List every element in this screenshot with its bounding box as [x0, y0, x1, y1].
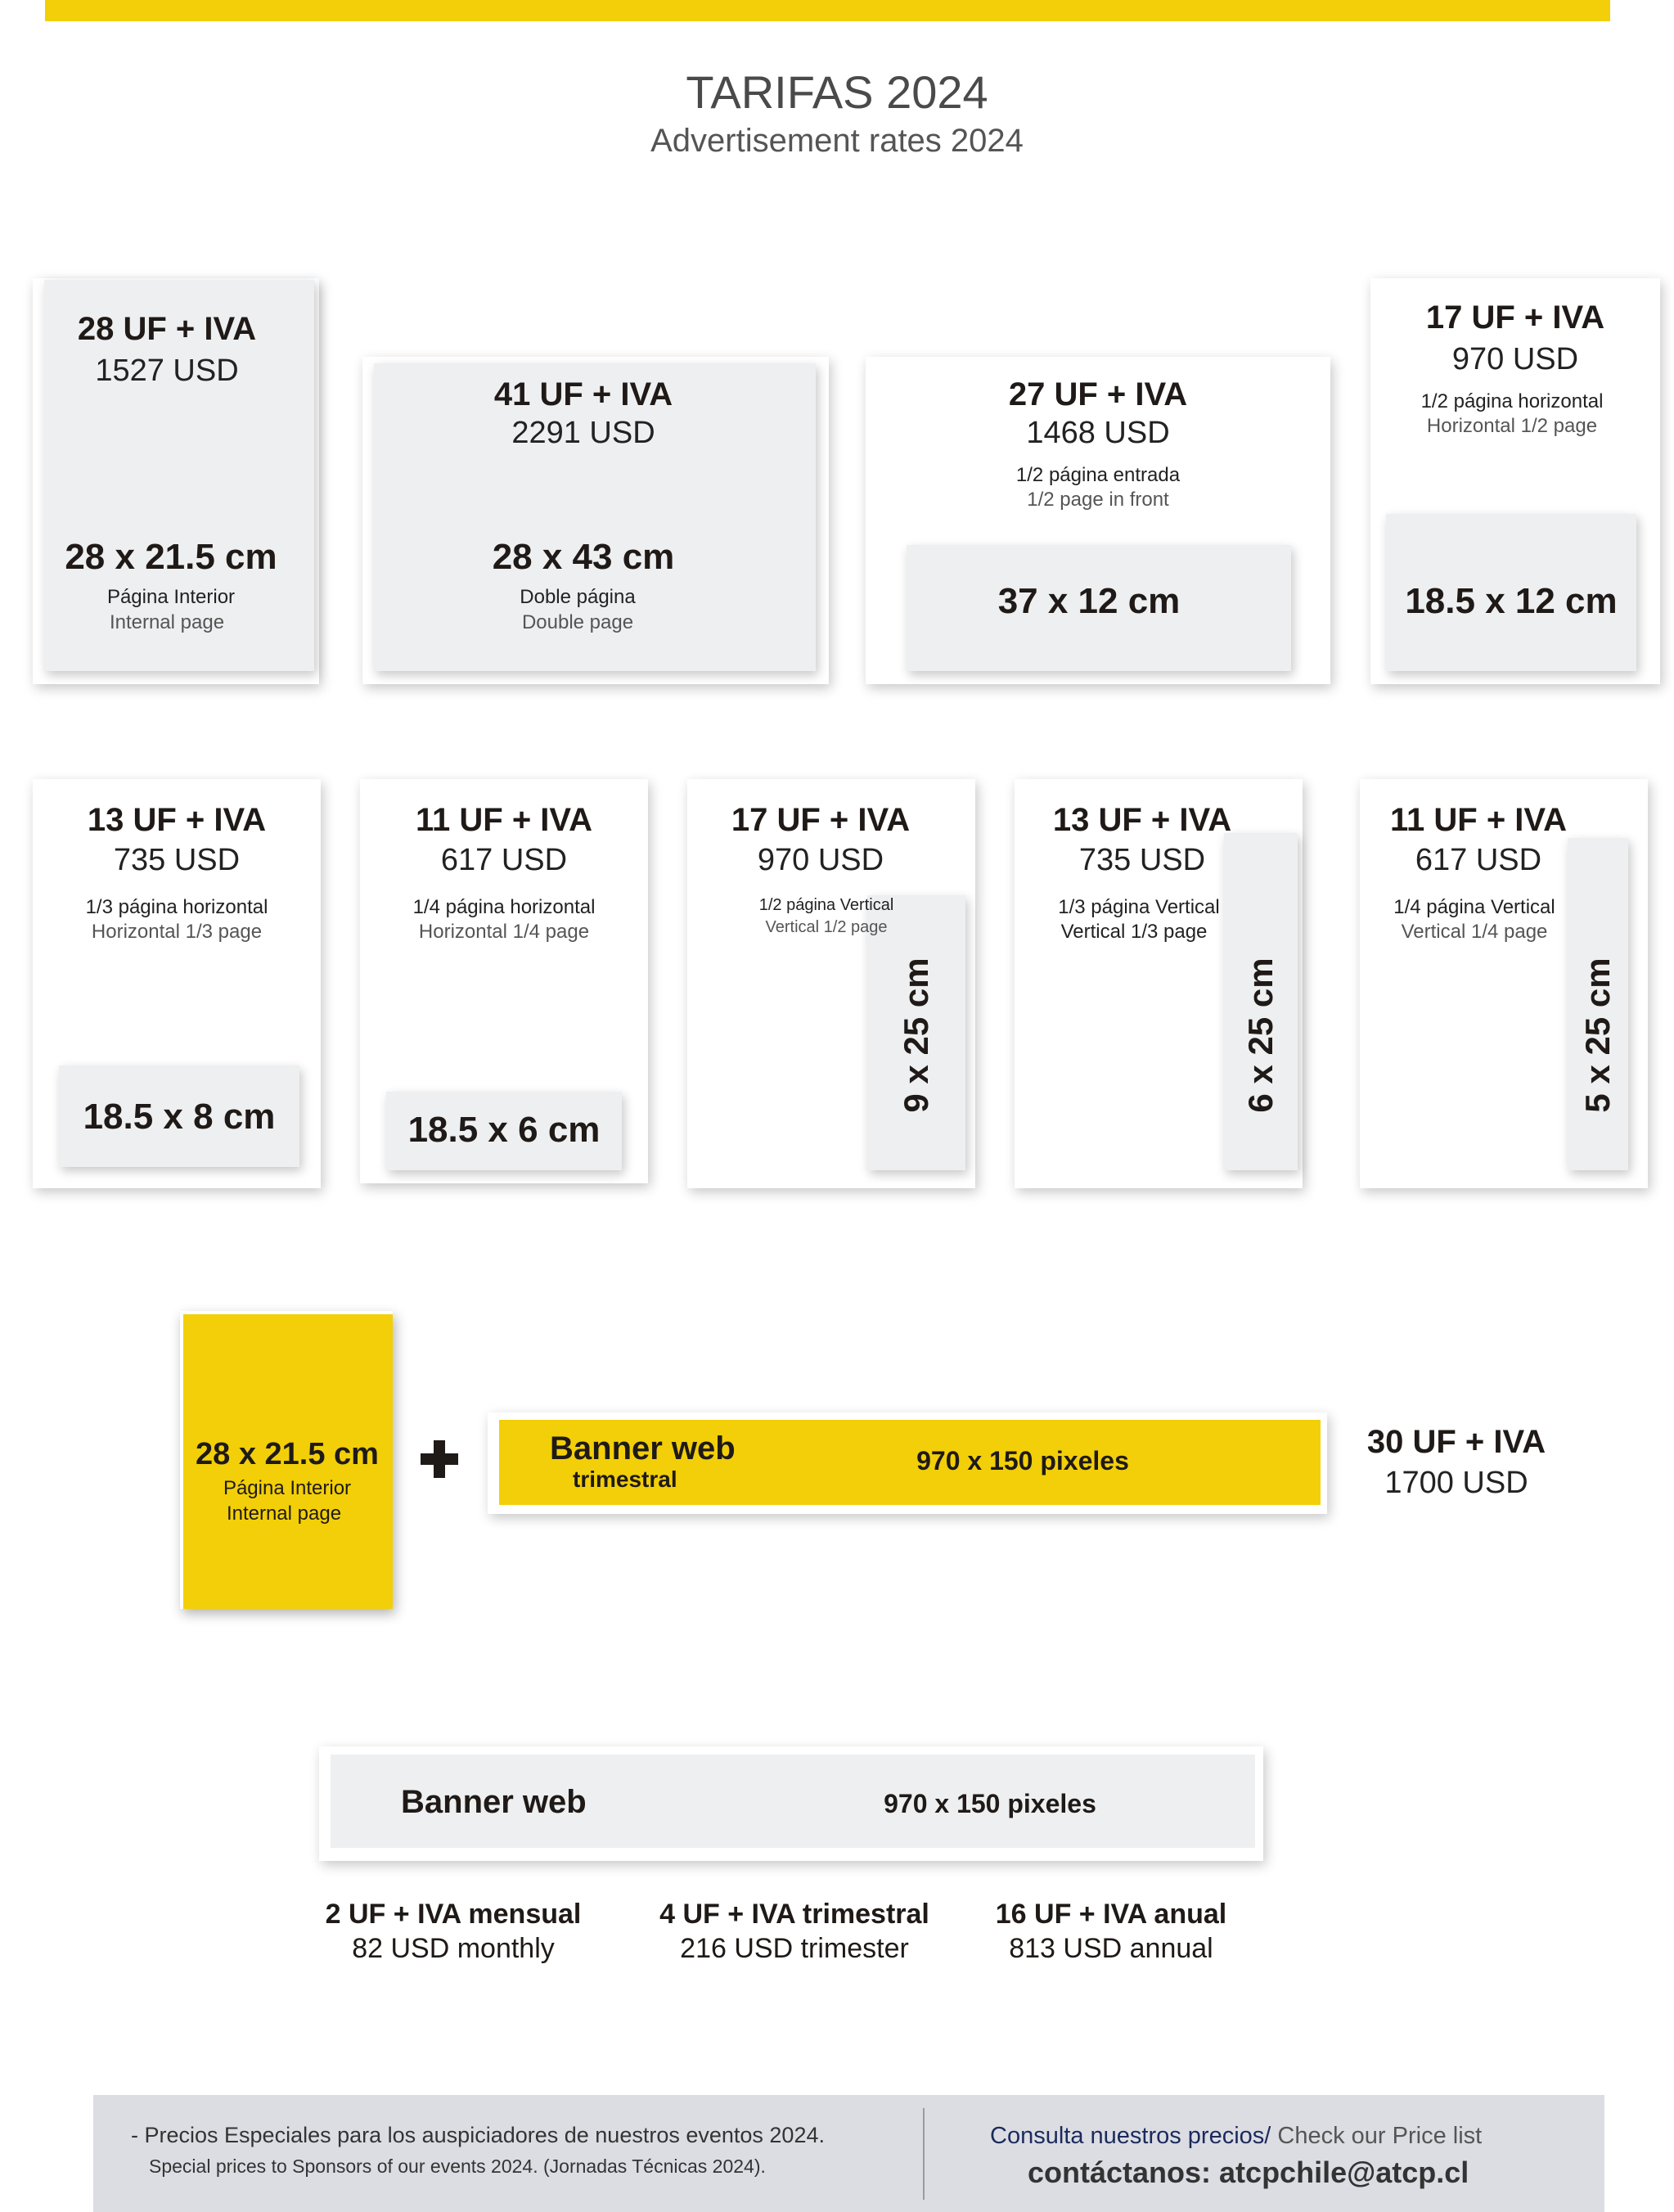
price-usd: 1527 USD [95, 354, 239, 388]
ad-desc-es: Página Interior [106, 586, 236, 608]
banner-price-annual-usd: 813 USD annual [1009, 1933, 1213, 1964]
ad-dimension: 18.5 x 6 cm [407, 1110, 601, 1150]
price-uf: 17 UF + IVA [1425, 300, 1605, 336]
ad-desc-en: Horizontal 1/2 page [1426, 415, 1598, 437]
footer-consult-en: Check our Price list [1271, 2123, 1483, 2149]
combo-page-desc-es: Página Interior [223, 1477, 352, 1499]
ad-desc-es: 1/2 página horizontal [1420, 390, 1604, 412]
price-usd: 970 USD [757, 843, 884, 877]
ad-desc-es: 1/4 página Vertical [1393, 896, 1555, 918]
ad-dimension: 18.5 x 12 cm [1405, 581, 1618, 621]
ad-desc-en: Horizontal 1/4 page [418, 921, 590, 943]
footer-note-es: - Precios Especiales para los auspiciadores de nuestros eventos 2024. [131, 2123, 825, 2147]
ad-dimension: 28 x 21.5 cm [65, 537, 277, 577]
banner-price-trimester-usd: 216 USD trimester [680, 1933, 909, 1964]
ad-dimension: 28 x 43 cm [492, 537, 675, 577]
price-uf: 11 UF + IVA [415, 802, 592, 838]
banner-price-annual-uf: 16 UF + IVA anual [995, 1899, 1227, 1930]
ad-desc-en: Vertical 1/3 page [1060, 921, 1208, 943]
ad-dimension: 5 x 25 cm [1578, 957, 1617, 1113]
page-subtitle: Advertisement rates 2024 [650, 123, 1024, 159]
ad-desc-en: Vertical 1/2 page [765, 918, 888, 936]
ad-dimension: 37 x 12 cm [997, 581, 1181, 621]
ad-desc-en: Double page [521, 611, 634, 633]
ad-desc-en: Internal page [109, 611, 225, 633]
price-usd: 735 USD [1078, 843, 1206, 877]
price-uf: 13 UF + IVA [87, 802, 267, 838]
ad-desc-es: Doble página [520, 586, 636, 608]
footer [93, 2095, 1604, 2212]
combo-price-usd: 1700 USD [1384, 1466, 1528, 1500]
combo-banner-dimension: 970 x 150 pixeles [916, 1446, 1129, 1475]
price-uf: 13 UF + IVA [1052, 802, 1232, 838]
price-uf: 27 UF + IVA [1008, 376, 1188, 412]
price-usd: 2291 USD [511, 416, 655, 450]
price-uf: 41 UF + IVA [493, 376, 673, 412]
price-usd: 617 USD [440, 843, 568, 877]
ad-dimension: 18.5 x 8 cm [83, 1097, 276, 1137]
ad-desc-en: 1/2 page in front [1027, 489, 1169, 511]
ad-desc-es: 1/4 página horizontal [412, 896, 596, 918]
combo-page-dimension: 28 x 21.5 cm [196, 1437, 379, 1471]
price-usd: 1468 USD [1026, 416, 1170, 450]
combo-banner-title: Banner web [550, 1430, 736, 1466]
ad-desc-en: Vertical 1/4 page [1401, 921, 1548, 943]
footer-contact-email[interactable]: contáctanos: atcpchile@atcp.cl [1028, 2156, 1469, 2189]
price-usd: 617 USD [1415, 843, 1542, 877]
banner-price-trimester-uf: 4 UF + IVA trimestral [659, 1899, 929, 1930]
price-uf: 28 UF + IVA [77, 311, 257, 347]
ad-desc-es: 1/3 página Vertical [1058, 896, 1220, 918]
footer-divider [923, 2108, 925, 2200]
footer-consult [990, 2123, 1482, 2150]
page-title: TARIFAS 2024 [686, 66, 988, 118]
ad-dimension: 9 x 25 cm [897, 957, 935, 1113]
price-usd: 970 USD [1451, 342, 1579, 376]
combo-price-uf: 30 UF + IVA [1366, 1424, 1546, 1460]
banner-price-monthly-uf: 2 UF + IVA mensual [325, 1899, 582, 1930]
ad-desc-en: Horizontal 1/3 page [91, 921, 263, 943]
footer-consult-es: Consulta nuestros precios/ [990, 2123, 1271, 2149]
footer-note-en: Special prices to Sponsors of our events 2024. (Jornadas Técnicas 2024). [149, 2156, 766, 2177]
ad-desc-es: 1/2 página Vertical [758, 896, 894, 914]
ad-desc-es: 1/3 página horizontal [85, 896, 268, 918]
banner-web-title: Banner web [401, 1784, 587, 1820]
price-usd: 735 USD [113, 843, 241, 877]
ad-dimension: 6 x 25 cm [1241, 957, 1280, 1113]
price-uf: 17 UF + IVA [731, 802, 911, 838]
banner-price-monthly-usd: 82 USD monthly [352, 1933, 555, 1964]
combo-page-desc-en: Internal page [226, 1502, 342, 1525]
price-uf: 11 UF + IVA [1389, 802, 1567, 838]
plus-icon [419, 1439, 460, 1480]
top-accent-bar [45, 0, 1610, 21]
combo-banner-sub: trimestral [573, 1466, 677, 1492]
ad-desc-es: 1/2 página entrada [1015, 464, 1181, 486]
banner-web-dimension: 970 x 150 pixeles [884, 1789, 1096, 1818]
